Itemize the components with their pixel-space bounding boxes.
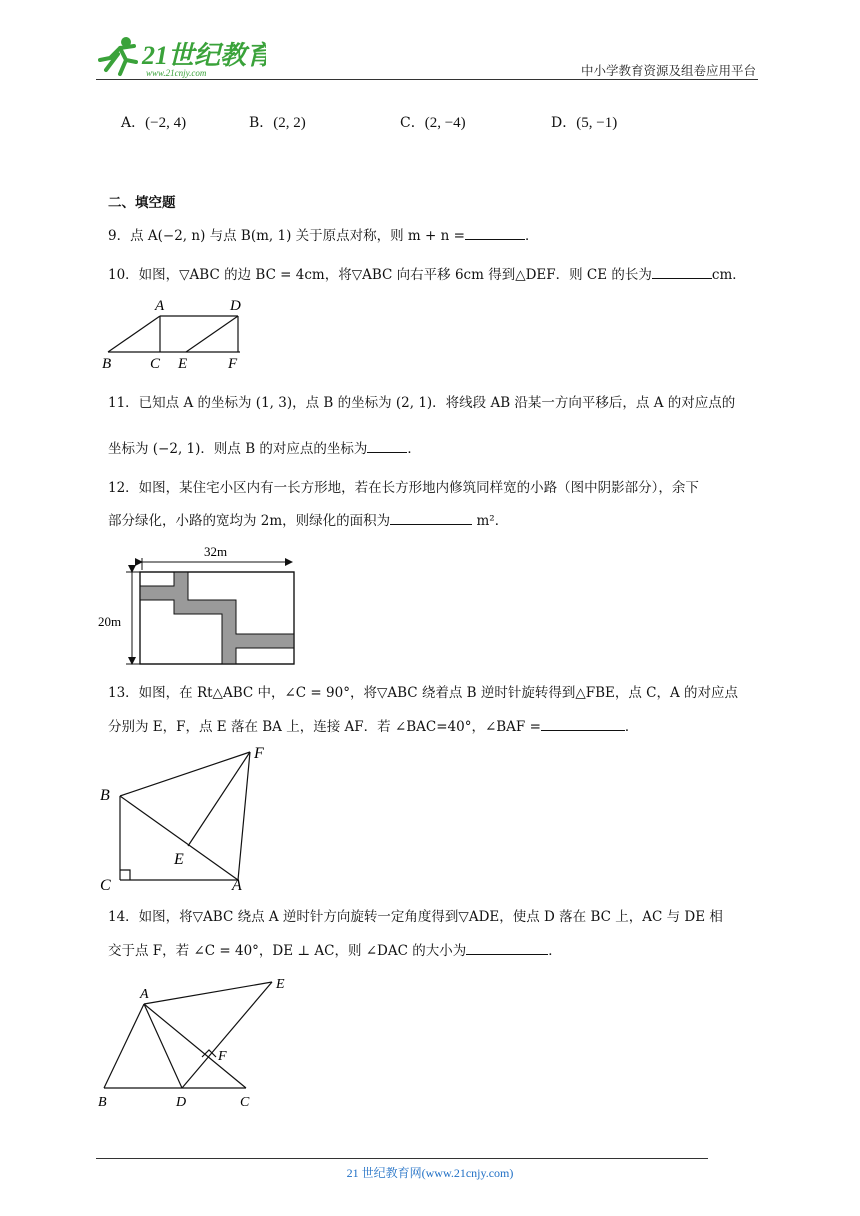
label-e: E [174, 851, 184, 868]
option-d: D．(5, −1) [551, 115, 618, 131]
question-12-line2: 部分绿化，小路的宽均为 2m，则绿化的面积为 m²． [108, 510, 508, 531]
option-b: B．(2, 2) [249, 115, 306, 131]
question-14-line1: 14．如图，将▽ABC 绕点 A 逆时针方向旋转一定角度得到▽ADE，使点 D 落在 BC 上，AC 与 DE 相 [108, 909, 723, 925]
label-f: F [218, 1049, 227, 1064]
option-c: C．(2, −4) [400, 115, 466, 131]
question-10: 10．如图，▽ABC 的边 BC = 4cm，将▽ABC 向右平移 6cm 得到△DEF．则 CE 的长为 cm． [108, 264, 746, 285]
figure-10 [100, 296, 260, 372]
label-e: E [178, 356, 188, 372]
question-11-line1: 11．已知点 A 的坐标为 (1, 3)，点 B 的坐标为 (2, 1)．将线段 AB 沿某一方向平移后，点 A 的对应点的 [108, 395, 736, 411]
label-b: B [98, 1095, 107, 1110]
footer-divider [96, 1158, 708, 1159]
width-label: 32m [204, 544, 228, 559]
figure-14 [94, 972, 294, 1112]
label-c: C [100, 877, 111, 894]
platform-name: 中小学教育资源及组卷应用平台 [580, 63, 756, 78]
label-a: A [140, 987, 149, 1002]
logo-text: 21世纪教育 [142, 41, 266, 70]
label-d: D [176, 1095, 187, 1110]
header-divider [96, 79, 758, 80]
question-13-line1: 13．如图，在 Rt△ABC 中，∠C = 90°，将▽ABC 绕着点 B 逆时针旋转得到△FBE，点 C，A 的对应点 [108, 685, 739, 701]
label-f: F [254, 745, 264, 762]
label-b: B [100, 787, 110, 804]
logo-url: www.21cnjy.com [146, 68, 207, 78]
label-f: F [228, 356, 238, 372]
label-c: C [240, 1095, 250, 1110]
label-c: C [150, 356, 161, 372]
footer-link[interactable]: 21 世纪教育网(www.21cnjy.com) [346, 1166, 514, 1180]
label-e: E [276, 977, 285, 992]
section-title: 二、填空题 [108, 195, 176, 211]
label-a: A [232, 877, 242, 894]
option-a: A．(−2, 4) [121, 115, 187, 131]
label-b: B [102, 356, 112, 372]
figure-12 [96, 540, 306, 670]
site-logo [96, 34, 266, 80]
height-label: 20m [98, 614, 122, 629]
question-14-line2: 交于点 F，若 ∠C = 40°，DE ⊥ AC，则 ∠DAC 的大小为 ． [108, 940, 562, 961]
figure-13 [96, 742, 286, 894]
question-9: 9．点 A(−2, n) 与点 B(m, 1) 关于原点对称，则 m + n = ． [108, 225, 538, 246]
label-d: D [230, 298, 241, 314]
label-a: A [155, 298, 165, 314]
runner-icon [100, 37, 136, 74]
question-13-line2: 分别为 E，F，点 E 落在 BA 上，连接 AF．若 ∠BAC=40°，∠BAF = ． [108, 716, 638, 737]
question-12-line1: 12．如图，某住宅小区内有一长方形地，若在长方形地内修筑同样宽的小路（图中阴影部分），余下 [108, 480, 699, 496]
question-11-line2: 坐标为 (−2, 1)．则点 B 的对应点的坐标为 ． [108, 438, 421, 459]
